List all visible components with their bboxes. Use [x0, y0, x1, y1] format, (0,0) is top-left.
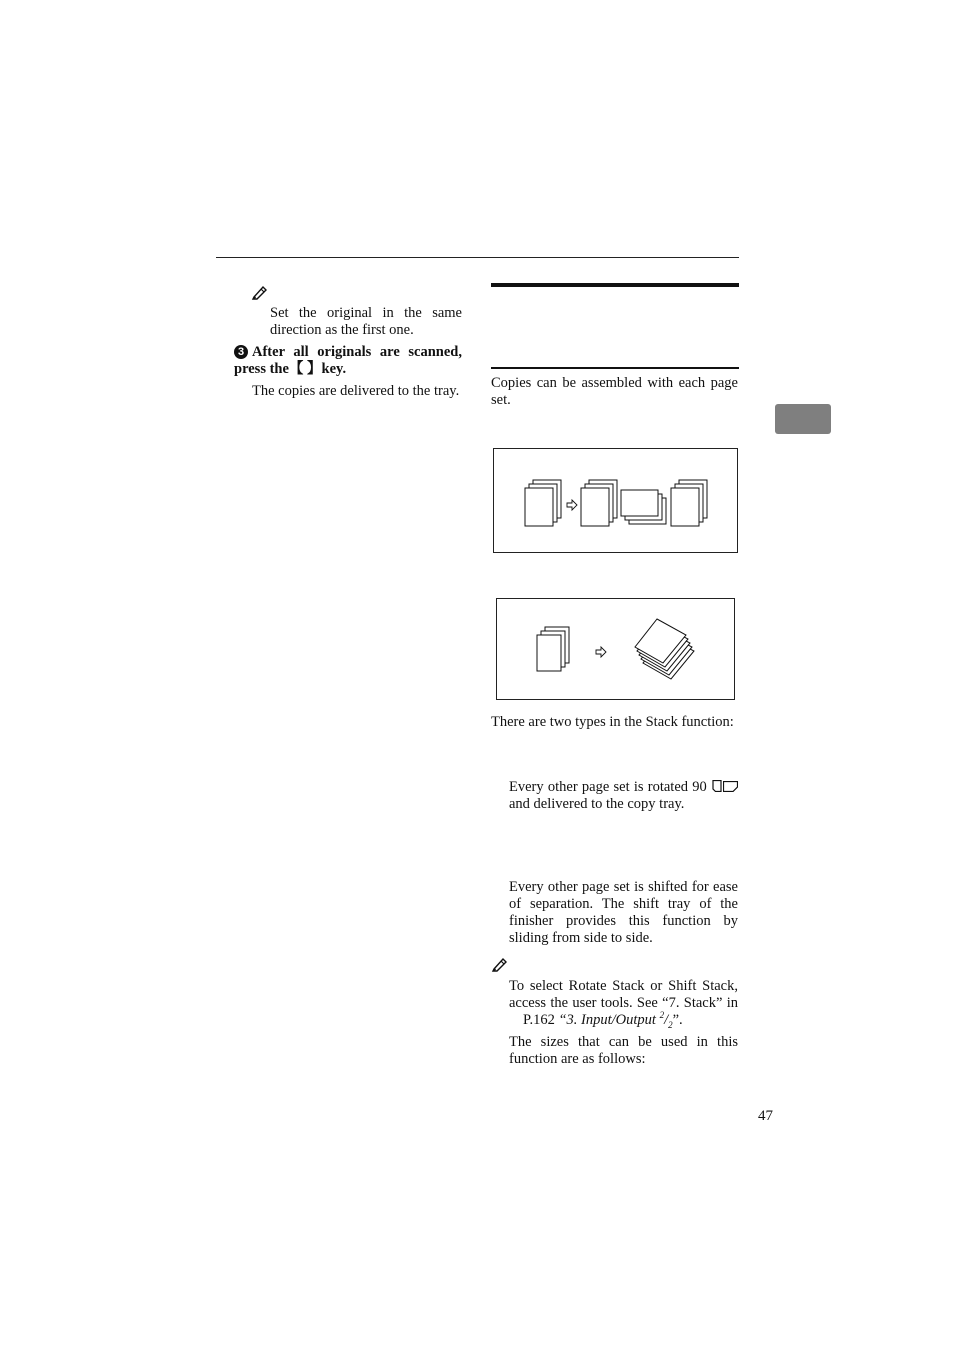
- stack-illustration: [496, 598, 735, 700]
- note-icon: [491, 956, 509, 972]
- reference-title[interactable]: “3. Input/Output: [558, 1012, 656, 1028]
- chapter-tab: [775, 404, 831, 434]
- page-number: 47: [758, 1108, 773, 1124]
- note-text: Set the original in the same direction as the first one.: [270, 305, 462, 338]
- section-heading-rule: [491, 283, 739, 287]
- types-intro: There are two types in the Stack function:: [491, 714, 734, 730]
- portrait-orientation-icon: [711, 780, 723, 792]
- section-subheading-rule: [491, 367, 739, 369]
- header-rule: [216, 257, 739, 258]
- rotate-stack-desc: Every other page set is rotated 90 and delivered to the copy tray.: [509, 779, 738, 813]
- landscape-orientation-icon: [723, 780, 738, 791]
- intro-text: Copies can be assembled with each page set.: [491, 375, 738, 408]
- arrow-icon: [567, 500, 577, 510]
- note-user-tools: To select Rotate Stack or Shift Stack, access the user tools. See “7. Stack” in P.162 “3. Input/Output $^2/_2$”.: [509, 978, 738, 1030]
- sort-illustration: [493, 448, 738, 553]
- step-number: 3: [234, 345, 248, 359]
- step-text: After all originals are scanned, press the【 】key.: [234, 344, 462, 377]
- step-3: [234, 344, 462, 378]
- step-result: The copies are delivered to the tray.: [252, 383, 460, 399]
- arrow-icon: [596, 647, 606, 657]
- reference-page[interactable]: P.162: [523, 1012, 555, 1028]
- shift-stack-desc: Every other page set is shifted for ease of separation. The shift tray of the finisher provides this function by sliding from side to side.: [509, 879, 738, 946]
- note-sizes: The sizes that can be used in this function are as follows:: [509, 1034, 738, 1067]
- note-icon: [251, 284, 269, 300]
